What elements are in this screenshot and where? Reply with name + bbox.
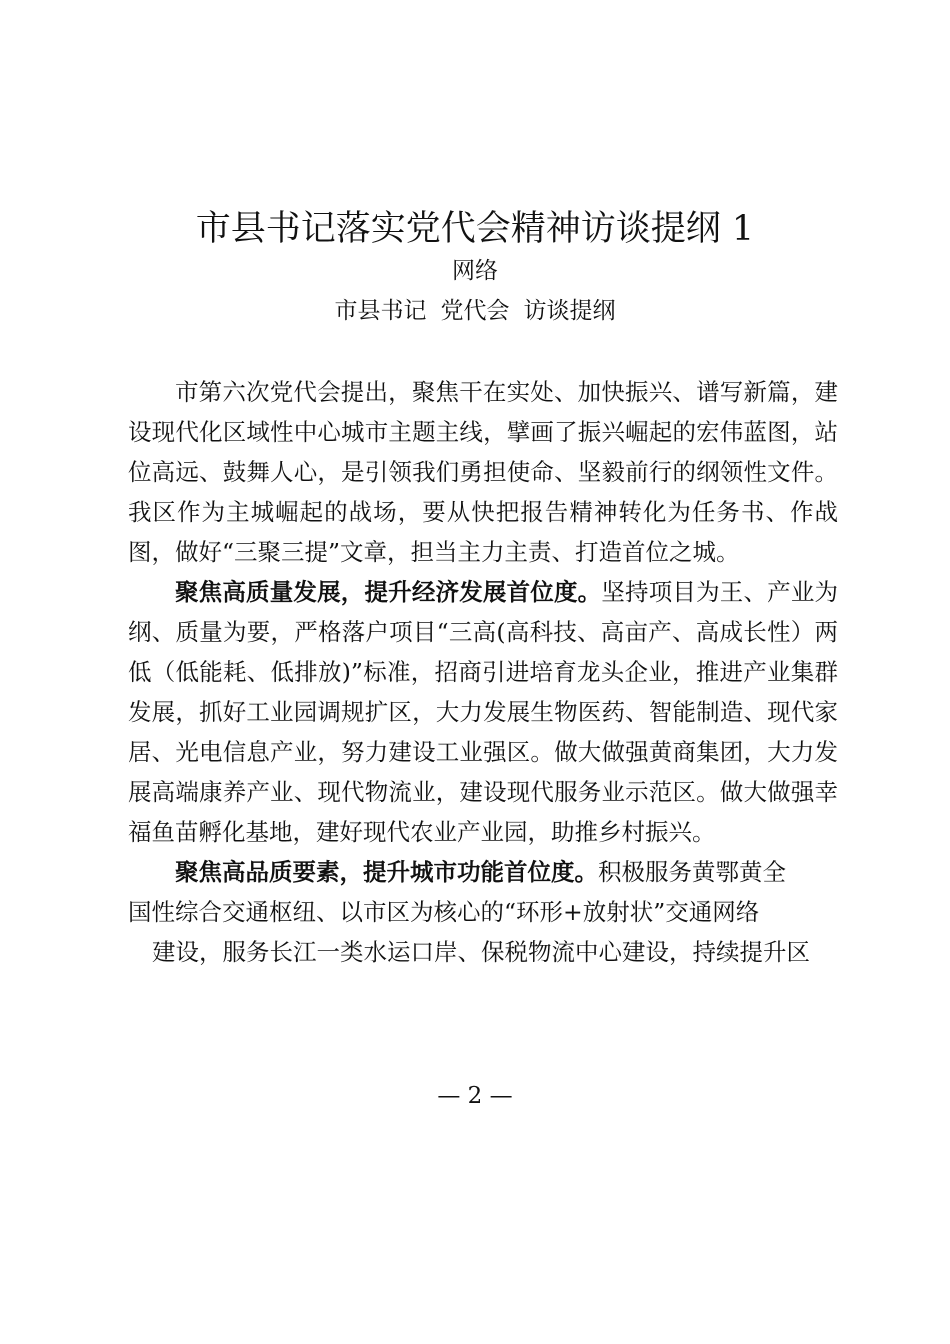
document-source: 网络 — [452, 258, 498, 284]
document-keywords — [0, 295, 950, 327]
document-title: 市县书记落实党代会精神访谈提纲 1 — [195, 209, 755, 249]
keyword: 党代会 — [440, 298, 510, 324]
paragraph-text: 积极服务黄鄂黄全 — [598, 858, 786, 886]
paragraph-text: 国性综合交通枢纽、以市区为核心的“环形+放射状”交通网络 — [128, 898, 760, 926]
paragraph-text: 坚持项目为王、产业为纲、质量为要，严格落户项目“三高(高科技、高亩产、高成长性）两低（低能耗、低排放)”标准，招商引进培育龙头企业，推进产业集群发展，抓好工业园调规扩区，大力发展生物医药、智能制造、现代家居、光电信息产业，努力建设工业强区。做大做强黄商集团，大力发展高端康养产业、现代物流业，建设现代服务业示范区。做大做强幸福鱼苗孵化基地，建好现代农业产业园，助推乡村振兴。 — [128, 578, 839, 846]
document-body — [128, 372, 838, 972]
keyword: 访谈提纲 — [523, 298, 616, 324]
paragraph-heading: 聚焦高品质要素，提升城市功能首位度。 — [175, 858, 598, 886]
paragraph-intro: 市第六次党代会提出，聚焦干在实处、加快振兴、谱写新篇，建设现代化区域性中心城市主题主线，擘画了振兴崛起的宏伟蓝图，站位高远、鼓舞人心，是引领我们勇担使命、坚毅前行的纲领性文件。我区作为主城崛起的战场，要从快把报告精神转化为任务书、作战图，做好“三聚三提”文章，担当主力主责、打造首位之城。 — [128, 378, 838, 566]
paragraph-heading: 聚焦高质量发展，提升经济发展首位度。 — [175, 578, 602, 606]
paragraph-text: 建设，服务长江一类水运口岸、保税物流中心建设，持续提升区 — [152, 938, 810, 966]
page-number: — 2 — — [437, 1083, 513, 1109]
keyword: 市县书记 — [334, 298, 427, 324]
paragraph-city-function — [128, 852, 838, 972]
paragraph-economy — [128, 572, 838, 852]
